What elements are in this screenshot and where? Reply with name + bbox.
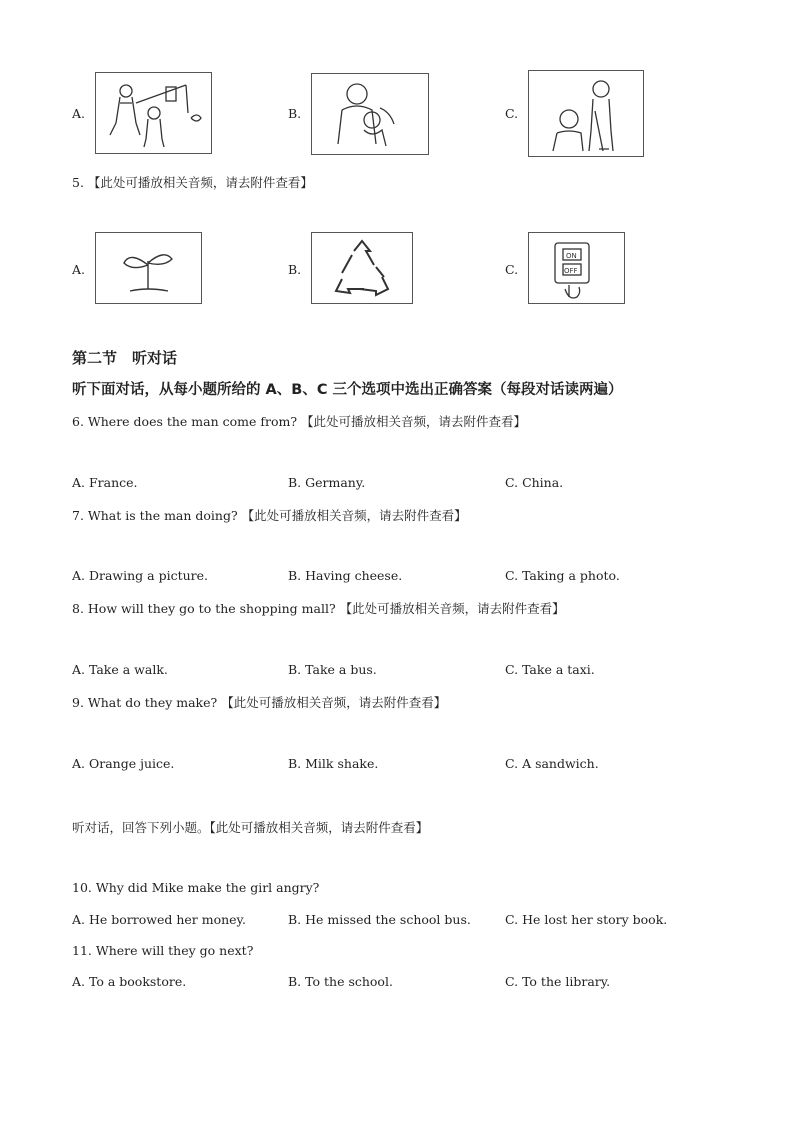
section-title: 第二节 听对话 (72, 349, 178, 367)
dialogue-prompt: 听对话，回答下列小题。【此处可播放相关音频，请去附件查看】 (72, 820, 429, 835)
q8-option-b: B. Take a bus. (288, 662, 377, 677)
question-8: 8. How will they go to the shopping mall? 【此处可播放相关音频，请去附件查看】 (72, 601, 565, 616)
question-7: 7. What is the man doing? 【此处可播放相关音频，请去附件查看】 (72, 508, 467, 523)
q7-option-c: C. Taking a photo. (505, 568, 620, 583)
q11-option-c: C. To the library. (505, 974, 611, 989)
q9-option-c: C. A sandwich. (505, 756, 599, 771)
q7-option-a: A. Drawing a picture. (72, 568, 208, 583)
q9-option-b: B. Milk shake. (288, 756, 379, 771)
q9-option-a: A. Orange juice. (72, 756, 175, 771)
q4-option-c-letter: C. (505, 106, 519, 121)
q5-question-text: 5. 【此处可播放相关音频，请去附件查看】 (72, 175, 313, 190)
q6-option-c: C. China. (505, 475, 564, 490)
man-eating-icon (311, 73, 429, 155)
switch-off-label: OFF (564, 267, 578, 275)
q7-option-b: B. Having cheese. (288, 568, 403, 583)
question-11: 11. Where will they go next? (72, 943, 254, 958)
q11-option-b: B. To the school. (288, 974, 393, 989)
q8-option-c: C. Take a taxi. (505, 662, 595, 677)
sprout-plant-icon (95, 232, 202, 304)
switch-on-label: ON (566, 252, 577, 260)
question-10: 10. Why did Mike make the girl angry? (72, 880, 320, 895)
q5-option-c-letter: C. (505, 262, 519, 277)
q4-option-b-letter: B. (288, 106, 302, 121)
q4-option-a-letter: A. (72, 106, 86, 121)
recycle-icon (311, 232, 413, 304)
q10-option-a: A. He borrowed her money. (72, 912, 246, 927)
children-fishing-icon (95, 72, 212, 154)
section-instruction: 听下面对话，从每小题所给的 A、B、C 三个选项中选出正确答案（每段对话读两遍） (72, 382, 623, 398)
q10-option-b: B. He missed the school bus. (288, 912, 471, 927)
q5-option-b-letter: B. (288, 262, 302, 277)
question-9: 9. What do they make? 【此处可播放相关音频，请去附件查看】 (72, 695, 447, 710)
q5-option-a-letter: A. (72, 262, 86, 277)
q10-option-c: C. He lost her story book. (505, 912, 668, 927)
question-6: 6. Where does the man come from? 【此处可播放相关音频，请去附件查看】 (72, 414, 527, 429)
q8-option-a: A. Take a walk. (72, 662, 168, 677)
q11-option-a: A. To a bookstore. (72, 974, 187, 989)
on-off-switch-icon (528, 232, 625, 304)
q6-option-a: A. France. (72, 475, 138, 490)
q6-option-b: B. Germany. (288, 475, 366, 490)
children-sweeping-icon (528, 70, 644, 157)
